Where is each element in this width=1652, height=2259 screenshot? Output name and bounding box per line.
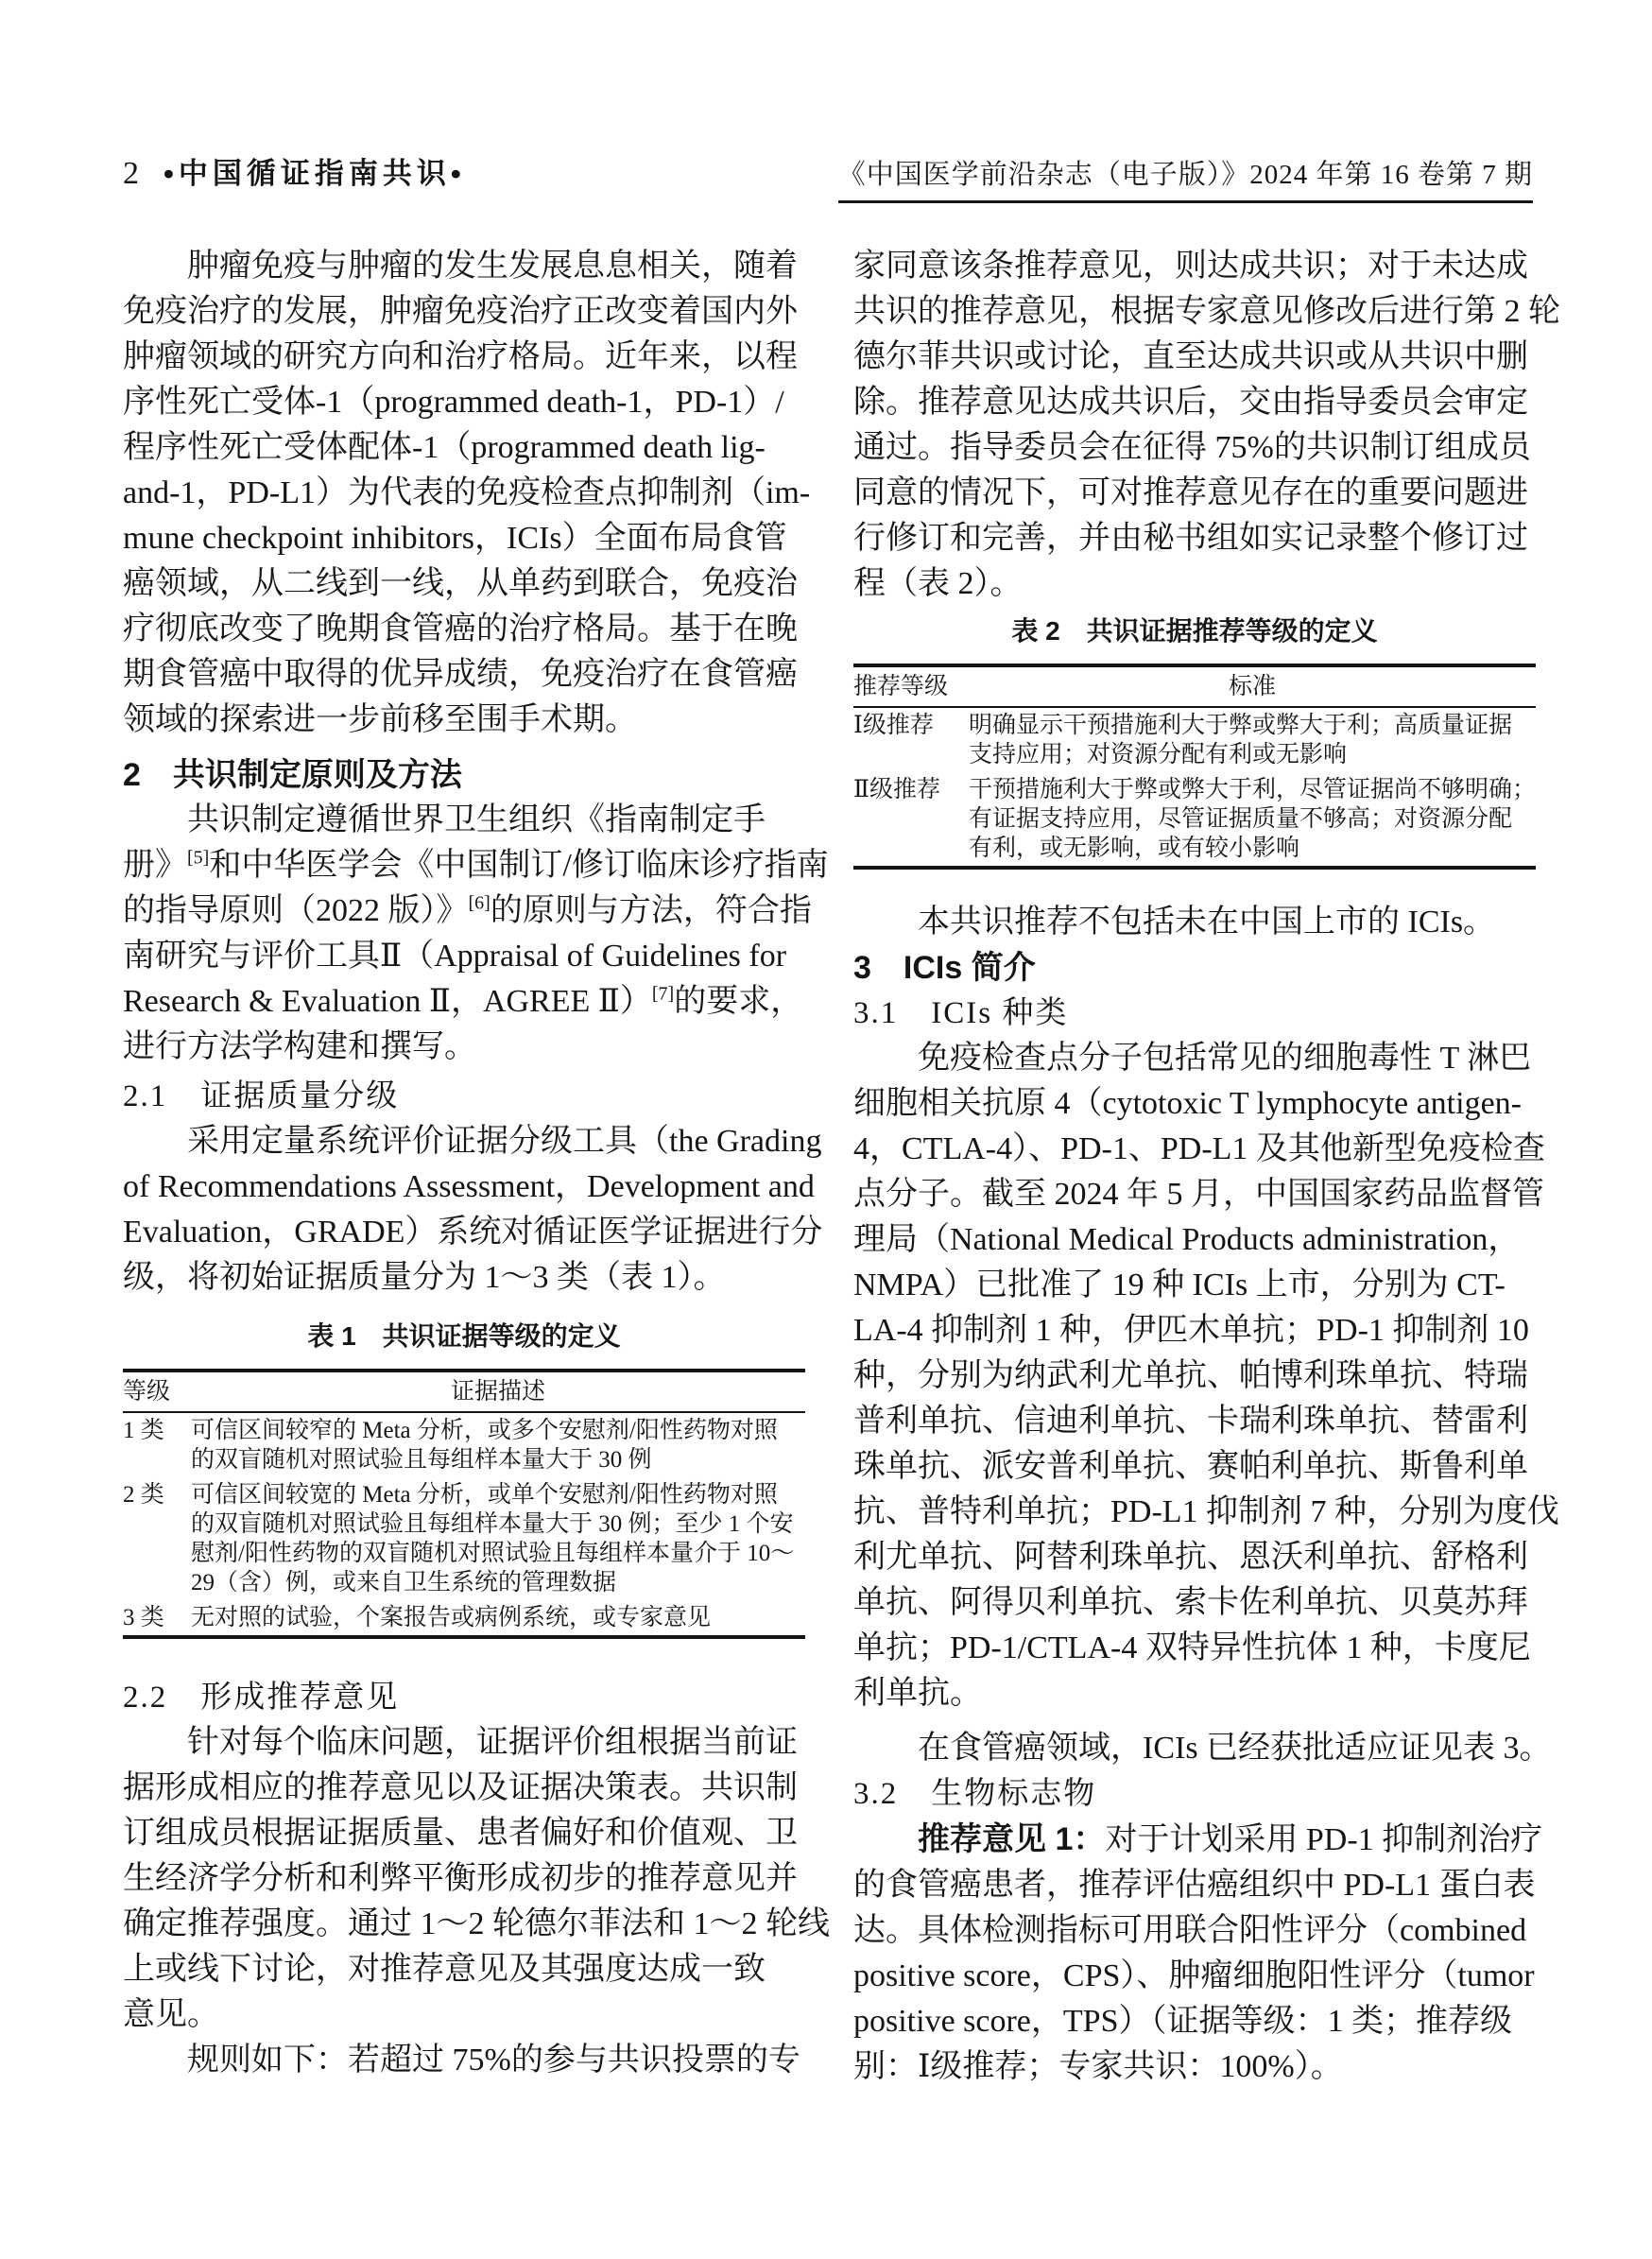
text-line: 理局（National Medical Products administration， — [853, 1222, 1521, 1257]
text-line: 点分子。截至 2024 年 5 月，中国国家药品监督管 — [853, 1177, 1544, 1212]
table-row-label: 3 类 — [123, 1605, 164, 1630]
subsection-heading: 2.1 证据质量分级 — [123, 1079, 400, 1113]
text-line: 确定推荐强度。通过 1～2 轮德尔菲法和 1～2 轮线 — [123, 1906, 830, 1941]
table-row-description — [191, 1480, 805, 1597]
text-line: 普利单抗、信迪利单抗、卡瑞利珠单抗、替雷利 — [853, 1404, 1528, 1439]
text-line: 肿瘤领域的研究方向和治疗格局。近年来，以程 — [123, 339, 798, 374]
text-line: 领域的探索进一步前移至围手术期。 — [123, 702, 637, 737]
table-header-row — [853, 667, 1536, 708]
left-column — [123, 244, 830, 2083]
text-line: 的食管癌患者，推荐评估癌组织中 PD-L1 蛋白表 — [853, 1868, 1536, 1903]
text-line: 本共识推荐不包括未在中国上市的 ICIs。 — [918, 905, 1496, 940]
text-line: 进行方法学构建和撰写。 — [123, 1029, 476, 1064]
text-line: mune checkpoint inhibitors，ICIs）全面布局食管 — [123, 521, 787, 556]
text-line: 生经济学分析和利弊平衡形成初步的推荐意见并 — [123, 1861, 798, 1896]
table-header-criteria: 标准 — [1228, 674, 1276, 699]
paragraph — [123, 244, 811, 743]
table-row-description — [191, 1416, 805, 1474]
subsection-heading: 2.2 形成推荐意见 — [123, 1681, 400, 1715]
text-line: 免疫治疗的发展，肿瘤免疫治疗正改变着国内外 — [123, 294, 798, 329]
text-line: 订组成员根据证据质量、患者偏好和价值观、卫 — [123, 1816, 798, 1851]
journal-citation: 《中国医学前沿杂志（电子版）》2024 年第 16 卷第 7 期 — [838, 153, 1533, 203]
paragraph — [853, 1817, 1543, 2090]
text-line: 行修订和完善，并由秘书组如实记录整个修订过 — [853, 521, 1528, 556]
paragraph — [123, 1119, 823, 1301]
text-line: 利单抗。 — [853, 1676, 982, 1711]
data-table — [853, 611, 1536, 870]
paragraph — [853, 1036, 1560, 1716]
table-box — [853, 664, 1536, 870]
text-line: 达。具体检测指标可用联合阳性评分（combined — [853, 1913, 1527, 1948]
table-row — [123, 1477, 805, 1600]
table-text-line: 有利，或无影响，或有较小影响 — [969, 836, 1300, 861]
text-line: 癌领域，从二线到一线，从单药到联合，免疫治 — [123, 566, 798, 601]
text-line: 利尤单抗、阿替利珠单抗、恩沃利单抗、舒格利 — [853, 1540, 1528, 1575]
paragraph — [123, 798, 829, 1070]
text-line: 单抗、阿得贝利单抗、索卡佐利单抗、贝莫苏拜 — [853, 1585, 1528, 1620]
text-line: 德尔菲共识或讨论，直至达成共识或从共识中删 — [853, 339, 1528, 374]
table-title: 表 2 共识证据推荐等级的定义 — [1011, 616, 1378, 646]
text-line: LA-4 抑制剂 1 种，伊匹木单抗；PD-1 抑制剂 10 — [853, 1313, 1529, 1348]
text-line: 抗、普特利单抗；PD-L1 抑制剂 7 种，分别为度伐 — [853, 1494, 1560, 1529]
table-text-line: 无对照的试验，个案报告或病例系统，或专家意见 — [191, 1605, 712, 1630]
paragraph — [853, 244, 1560, 607]
text-line: 别：Ⅰ级推荐；专家共识：100%）。 — [853, 2049, 1343, 2084]
table-row-label: Ⅰ级推荐 — [853, 713, 934, 738]
table-row — [853, 708, 1536, 772]
text-line: 采用定量系统评价证据分级工具（the Grading — [187, 1124, 822, 1159]
subsection-heading: 3.2 生物标志物 — [853, 1777, 1097, 1811]
text-line: 册》[5]和中华医学会《中国制订/修订临床诊疗指南 — [123, 847, 829, 883]
text-line: 序性死亡受体-1（programmed death-1，PD-1）/ — [123, 385, 784, 420]
text-line: 针对每个临床问题，证据评价组根据当前证 — [187, 1725, 798, 1760]
text-line: of Recommendations Assessment，Development and — [123, 1169, 815, 1204]
text-line: 家同意该条推荐意见，则达成共识；对于未达成 — [853, 249, 1528, 284]
page-number: 2 — [123, 156, 139, 191]
table-text-line: 29（含）例，或来自卫生系统的管理数据 — [191, 1570, 617, 1595]
text-line: 级，将初始证据质量分为 1～3 类（表 1）。 — [123, 1260, 726, 1295]
paragraph — [123, 1720, 830, 2038]
page-header — [123, 149, 1533, 203]
table-row-description — [969, 711, 1536, 769]
text-line: 据形成相应的推荐意见以及证据决策表。共识制 — [123, 1770, 798, 1805]
text-line: 程（表 2）。 — [853, 566, 1023, 601]
paragraph — [853, 900, 1536, 945]
text-line: 共识的推荐意见，根据专家意见修改后进行第 2 轮 — [853, 294, 1560, 329]
table-text-line: 可信区间较窄的 Meta 分析，或多个安慰剂/阳性药物对照 — [191, 1418, 778, 1443]
reference-superscript: [5] — [187, 847, 210, 869]
table-header-criteria: 证据描述 — [450, 1379, 545, 1405]
text-line: 的指导原则（2022 版）》[6]的原则与方法，符合指 — [123, 892, 812, 928]
text-line: 单抗；PD-1/CTLA-4 双特异性抗体 1 种，卡度尼 — [853, 1630, 1531, 1665]
text-line: 在食管癌领域，ICIs 已经获批适应证见表 3。 — [918, 1731, 1552, 1766]
table-row — [123, 1413, 805, 1477]
text-line: 4，CTLA-4）、PD-1、PD-L1 及其他新型免疫检查 — [853, 1131, 1545, 1166]
table-row — [853, 772, 1536, 866]
text-line: positive score，CPS）、肿瘤细胞阳性评分（tumor — [853, 1958, 1535, 1993]
table-row-label: 2 类 — [123, 1482, 164, 1508]
column-banner: •中国循证指南共识• — [163, 157, 466, 190]
text-line: 肿瘤免疫与肿瘤的发生发展息息相关，随着 — [187, 249, 798, 284]
table-title: 表 1 共识证据等级的定义 — [307, 1321, 621, 1351]
table-row-description — [191, 1603, 805, 1632]
table-text-line: 的双盲随机对照试验且每组样本量大于 30 例 — [191, 1447, 652, 1473]
text-line: 同意的情况下，可对推荐意见存在的重要问题进 — [853, 475, 1528, 510]
text-line: 期食管癌中取得的优异成绩，免疫治疗在食管癌 — [123, 657, 798, 692]
table-box — [123, 1369, 805, 1639]
header-left — [123, 149, 466, 192]
text-line: NMPA）已批准了 19 种 ICIs 上市，分别为 CT- — [853, 1267, 1506, 1302]
text-line: 规则如下：若超过 75%的参与共识投票的专 — [187, 2043, 800, 2078]
table-text-line: 可信区间较宽的 Meta 分析，或单个安慰剂/阳性药物对照 — [191, 1482, 778, 1508]
table-header-grade: 等级 — [123, 1379, 171, 1405]
table-text-line: 慰剂/阳性药物的双盲随机对照试验且每组样本量介于 10～ — [191, 1541, 795, 1566]
text-line: 南研究与评价工具Ⅱ（Appraisal of Guidelines for — [123, 939, 787, 974]
text-line: 疗彻底改变了晚期食管癌的治疗格局。基于在晚 — [123, 612, 798, 647]
text-line: 推荐意见 1：对于计划采用 PD-1 抑制剂治疗 — [918, 1821, 1543, 1857]
text-line: 细胞相关抗原 4（cytotoxic T lymphocyte antigen- — [853, 1086, 1522, 1121]
text-line: Research & Evaluation Ⅱ，AGREE Ⅱ）[7]的要求， — [123, 983, 803, 1019]
text-line: 免疫检查点分子包括常见的细胞毒性 T 淋巴 — [918, 1041, 1532, 1076]
table-row-description — [969, 775, 1536, 863]
table-text-line: 有证据支持应用，尽管证据质量不够高；对资源分配 — [969, 806, 1513, 832]
text-line: Evaluation，GRADE）系统对循证医学证据进行分 — [123, 1215, 823, 1250]
text-line: 程序性死亡受体配体-1（programmed death lig- — [123, 430, 766, 465]
table-row-label: 1 类 — [123, 1418, 164, 1443]
text-line: positive score，TPS）（证据等级：1 类；推荐级 — [853, 2004, 1512, 2039]
bold-lead: 推荐意见 1： — [918, 1821, 1106, 1857]
text-line: and-1，PD-L1）为代表的免疫检查点抑制剂（im- — [123, 475, 811, 510]
text-line: 种，分别为纳武利尤单抗、帕博利珠单抗、特瑞 — [853, 1358, 1528, 1393]
data-table — [123, 1316, 805, 1639]
text-line: 上或线下讨论，对推荐意见及其强度达成一致 — [123, 1952, 766, 1987]
table-header-row — [123, 1372, 805, 1413]
table-text-line: 支持应用；对资源分配有利或无影响 — [969, 742, 1348, 767]
subsection-heading: 3.1 ICIs 种类 — [853, 996, 1069, 1030]
text-line: 共识制定遵循世界卫生组织《指南制定手 — [187, 802, 766, 837]
table-text-line: 的双盲随机对照试验且每组样本量大于 30 例；至少 1 个安 — [191, 1511, 794, 1537]
table-row-label: Ⅱ级推荐 — [853, 777, 940, 802]
table-row — [123, 1600, 805, 1635]
reference-superscript: [6] — [468, 892, 490, 914]
paragraph — [853, 1726, 1552, 1771]
text-line: 除。推荐意见达成共识后，交由指导委员会审定 — [853, 385, 1528, 420]
text-line: 通过。指导委员会在征得 75%的共识制订组成员 — [853, 430, 1531, 465]
paragraph — [123, 2038, 805, 2083]
text-line: 珠单抗、派安普利单抗、赛帕利单抗、斯鲁利单 — [853, 1449, 1528, 1484]
table-text-line: 明确显示干预措施利大于弊或弊大于利；高质量证据 — [969, 713, 1513, 738]
section-heading: 2 共识制定原则及方法 — [123, 757, 462, 793]
text-line: 意见。 — [123, 1997, 219, 2032]
section-heading: 3 ICIs 简介 — [853, 950, 1036, 986]
table-header-grade: 推荐等级 — [853, 674, 949, 699]
right-column — [853, 244, 1560, 2090]
reference-superscript: [7] — [651, 983, 675, 1005]
table-text-line: 干预措施利大于弊或弊大于利，尽管证据尚不够明确； — [969, 777, 1537, 802]
